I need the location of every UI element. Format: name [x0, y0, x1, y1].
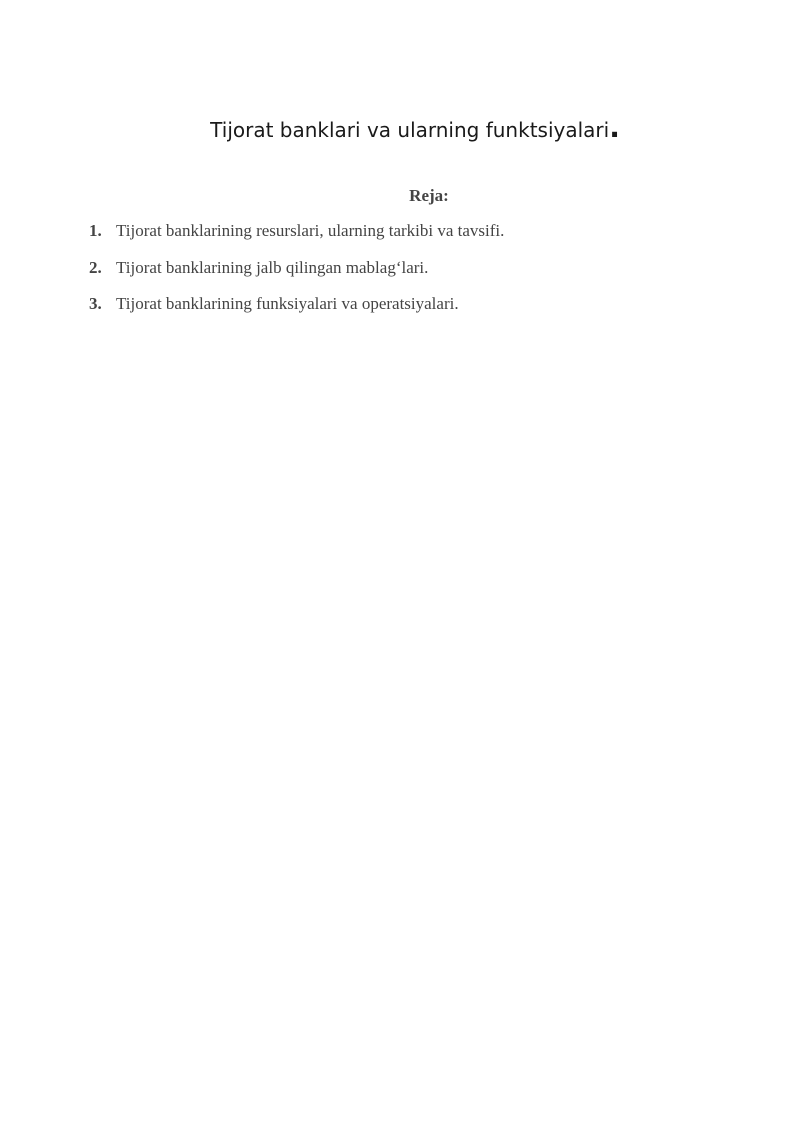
plan-item — [89, 294, 504, 331]
plan-item-number: 1. — [89, 221, 102, 240]
plan-item-number: 3. — [89, 294, 102, 313]
plan-list — [89, 221, 504, 331]
document-title — [0, 111, 800, 144]
plan-item-text: Tijorat banklarining resurslari, ularning tarkibi va tavsifi. — [116, 221, 505, 240]
plan-heading: Reja: — [409, 186, 449, 205]
plan-item — [89, 258, 504, 295]
document-title-text: Tijorat banklari va ularning funktsiyalari — [210, 118, 610, 142]
plan-item-text: Tijorat banklarining jalb qilingan mablag‘lari. — [116, 257, 429, 277]
plan-item-number: 2. — [89, 257, 102, 277]
document-title-period: . — [609, 111, 620, 144]
plan-item — [89, 221, 504, 258]
plan-item-text: Tijorat banklarining funksiyalari va operatsiyalari. — [116, 294, 459, 313]
